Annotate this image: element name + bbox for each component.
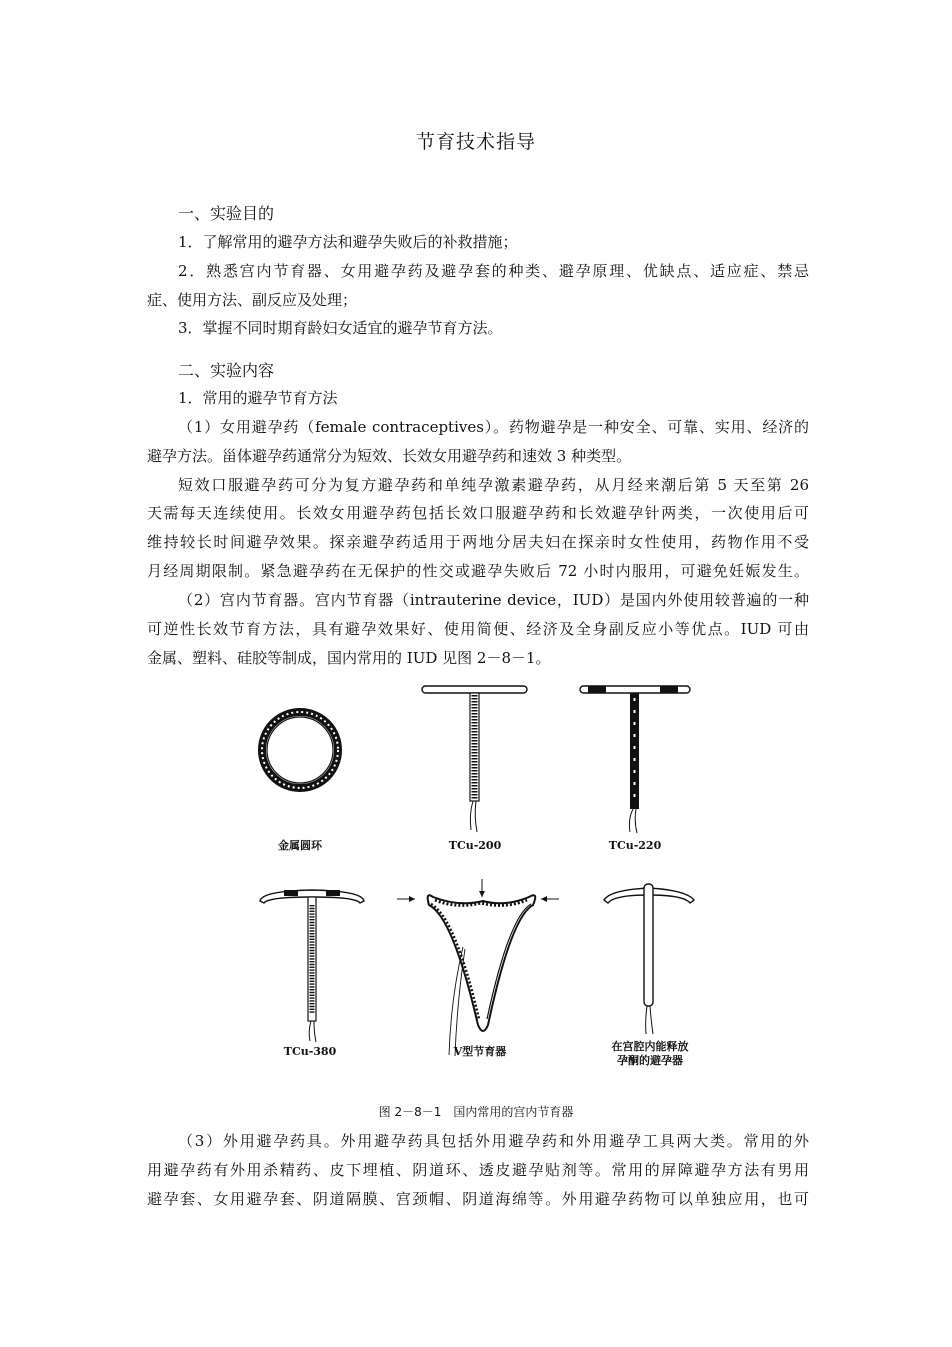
metal-ring-iud-drawing [255,705,345,795]
para2-line3: 维持较长时间避孕效果。探亲避孕药适用于两地分居夫妇在探亲时女性使用，药物作用不受 [147,533,809,551]
purpose-item-2-line1: 2．熟悉宫内节育器、女用避孕药及避孕套的种类、避孕原理、优缺点、适应症、禁忌 [178,262,809,280]
section-heading-content: 二、实验内容 [178,361,275,380]
para2-line4: 月经周期限制。紧急避孕药在无保护的性交或避孕失败后 72 小时内服用，可避免妊娠发生。 [147,562,809,580]
para3-line3: 金属、塑料、硅胶等制成，国内常用的 IUD 见图 2－8－1。 [147,649,551,667]
v-shaped-iud-drawing [393,877,563,1057]
label-progesterone-line1: 在宫腔内能释放 [611,1040,689,1053]
purpose-item-2-line2: 症、使用方法、副反应及处理； [147,291,358,309]
content-subheading-1: 1．常用的避孕节育方法 [178,389,338,407]
para4-line3: 避孕套、女用避孕套、阴道隔膜、宫颈帽、阴道海绵等。外用避孕药物可以单独应用，也可 [147,1190,809,1208]
page-title: 节育技术指导 [415,131,536,153]
label-tcu-220: TCu-220 [608,839,662,852]
para1-line2: 避孕方法。甾体避孕药通常分为短效、长效女用避孕药和速效 3 种类型。 [147,447,632,465]
para4-line1: （3）外用避孕药具。外用避孕药具包括外用避孕药和外用避孕工具两大类。常用的外 [178,1132,809,1150]
para2-line1: 短效口服避孕药可分为复方避孕药和单纯孕激素避孕药，从月经来潮后第 5 天至第 26 [178,476,809,494]
para3-line1: （2）宫内节育器。宫内节育器（intrauterine device，IUD）是国内外使用较普遍的一种 [178,591,809,609]
para2-line2: 天需每天连续使用。长效女用避孕药包括长效口服避孕药和长效避孕针两类，一次使用后可 [147,504,809,522]
figure-caption: 图 2－8－1 国内常用的宫内节育器 [378,1105,574,1119]
tcu-220-iud-drawing [578,684,693,834]
purpose-item-1: 1．了解常用的避孕方法和避孕失败后的补救措施； [178,233,518,251]
para4-line2: 用避孕药有外用杀精药、皮下埋植、阴道环、透皮避孕贴剂等。常用的屏障避孕方法有男用 [147,1161,809,1179]
purpose-item-3: 3．掌握不同时期育龄妇女适宜的避孕节育方法。 [178,319,503,337]
progesterone-iud-drawing [600,880,700,1035]
label-progesterone-line2: 孕酮的避孕器 [617,1054,683,1067]
section-heading-purpose: 一、实验目的 [178,204,275,223]
label-tcu-200: TCu-200 [448,839,502,852]
para3-line2: 可逆性长效节育方法，具有避孕效果好、使用简便、经济及全身副反应小等优点。IUD 可由 [147,620,809,638]
label-v-shaped: V型节育器 [453,1045,507,1058]
tcu-380-iud-drawing [256,883,371,1043]
tcu-200-iud-drawing [420,684,530,834]
para1-line1: （1）女用避孕药（female contraceptives）。药物避孕是一种安全、可靠、实用、经济的 [178,418,809,436]
label-tcu-380: TCu-380 [283,1045,337,1058]
label-metal-ring: 金属圆环 [278,839,322,852]
